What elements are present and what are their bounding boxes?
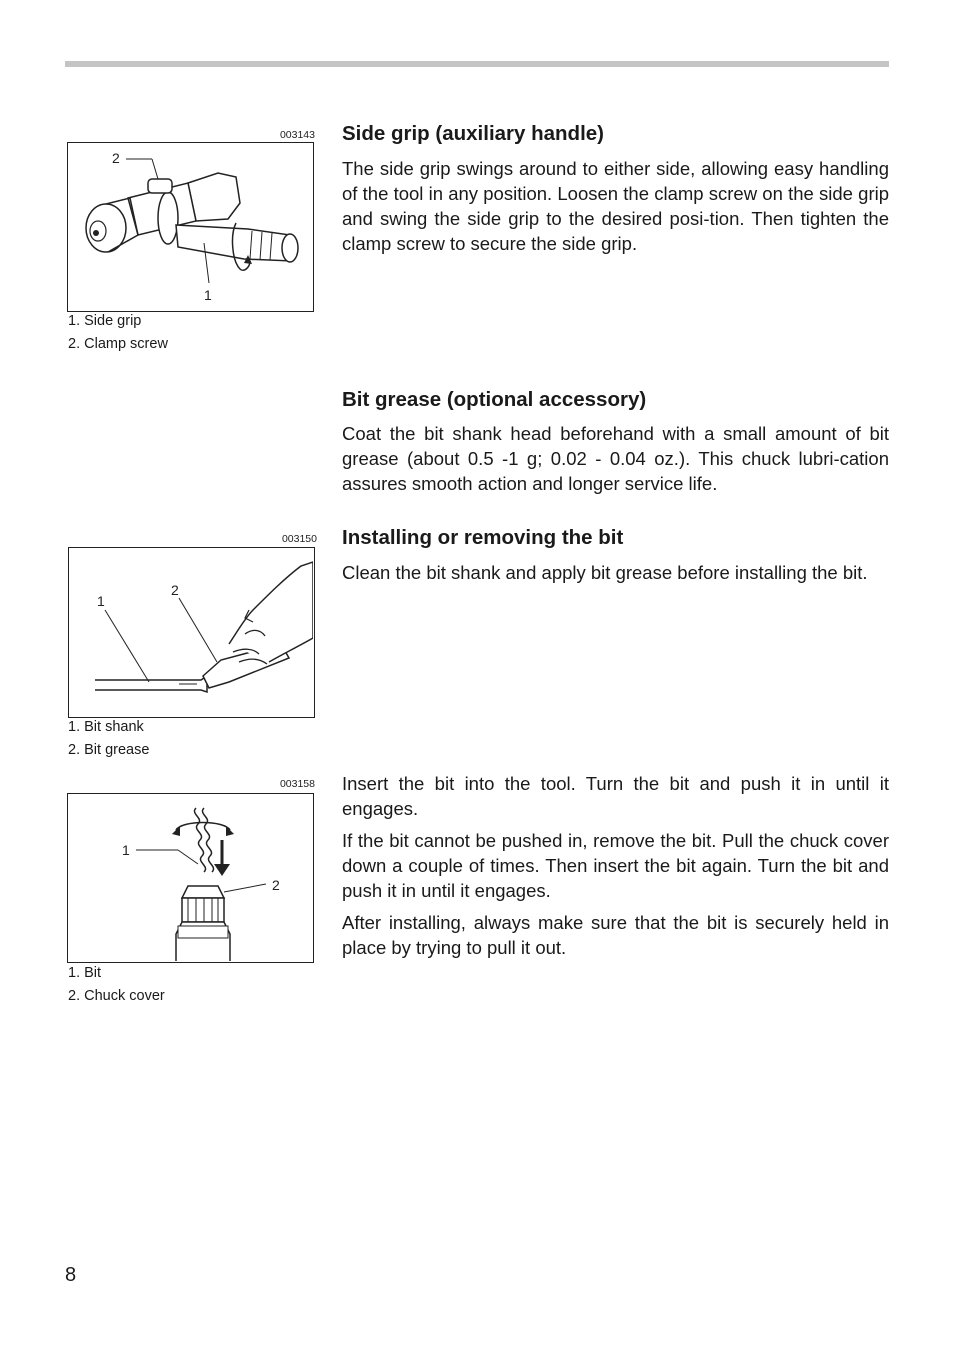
legend-item: 2. Clamp screw [68, 336, 168, 352]
legend-item: 2. Chuck cover [68, 988, 165, 1004]
figure-code: 003150 [281, 533, 317, 545]
section-paragraph: If the bit cannot be pushed in, remove the bit. Pull the chuck cover down a couple of times. Then insert the bit again. Turn the bit and push it in until it engages. [342, 830, 889, 901]
section-paragraph: Coat the bit shank head beforehand with a small amount of bit grease (about 0.5 -1 g; 0.02 - 0.04 oz.). This chuck lubri-cation assures smooth action and longer service life. [342, 423, 889, 494]
legend-item: 1. Bit shank [68, 719, 144, 735]
callout-number: 2 [272, 877, 280, 893]
section-paragraph: The side grip swings around to either side, allowing easy handling of the tool in any position. Loosen the clamp screw on the side grip and swing the side grip to the desired posi-tion. Then tighten the clamp screw to secure the side grip. [342, 158, 889, 254]
figure-legend [68, 962, 165, 1008]
callout-number: 2 [171, 582, 179, 598]
figure-legend [68, 310, 168, 356]
header-rule [65, 61, 889, 67]
side-grip-illustration [67, 142, 314, 312]
legend-item: 1. Bit [68, 965, 102, 981]
callout-number: 1 [122, 842, 130, 858]
section-heading: Installing or removing the bit [342, 526, 624, 549]
bit-grease-illustration [68, 547, 315, 718]
section-heading: Bit grease (optional accessory) [342, 388, 647, 411]
section-paragraph: After installing, always make sure that the bit is securely held in place by trying to pull it out. [342, 912, 889, 958]
callout-number: 1 [97, 593, 105, 609]
section-heading: Side grip (auxiliary handle) [342, 122, 605, 145]
chuck-cover-illustration [67, 793, 314, 963]
page-number: 8 [65, 1264, 77, 1286]
figure-code: 003143 [279, 129, 315, 141]
section-paragraph: Insert the bit into the tool. Turn the bit and push it in until it engages. [342, 773, 889, 819]
legend-item: 2. Bit grease [68, 742, 150, 758]
legend-item: 1. Side grip [68, 313, 142, 329]
callout-number: 2 [112, 150, 120, 166]
section-paragraph: Clean the bit shank and apply bit grease before installing the bit. [342, 562, 868, 583]
callout-number: 1 [204, 287, 212, 303]
figure-legend [68, 716, 149, 762]
figure-code: 003158 [279, 778, 315, 790]
